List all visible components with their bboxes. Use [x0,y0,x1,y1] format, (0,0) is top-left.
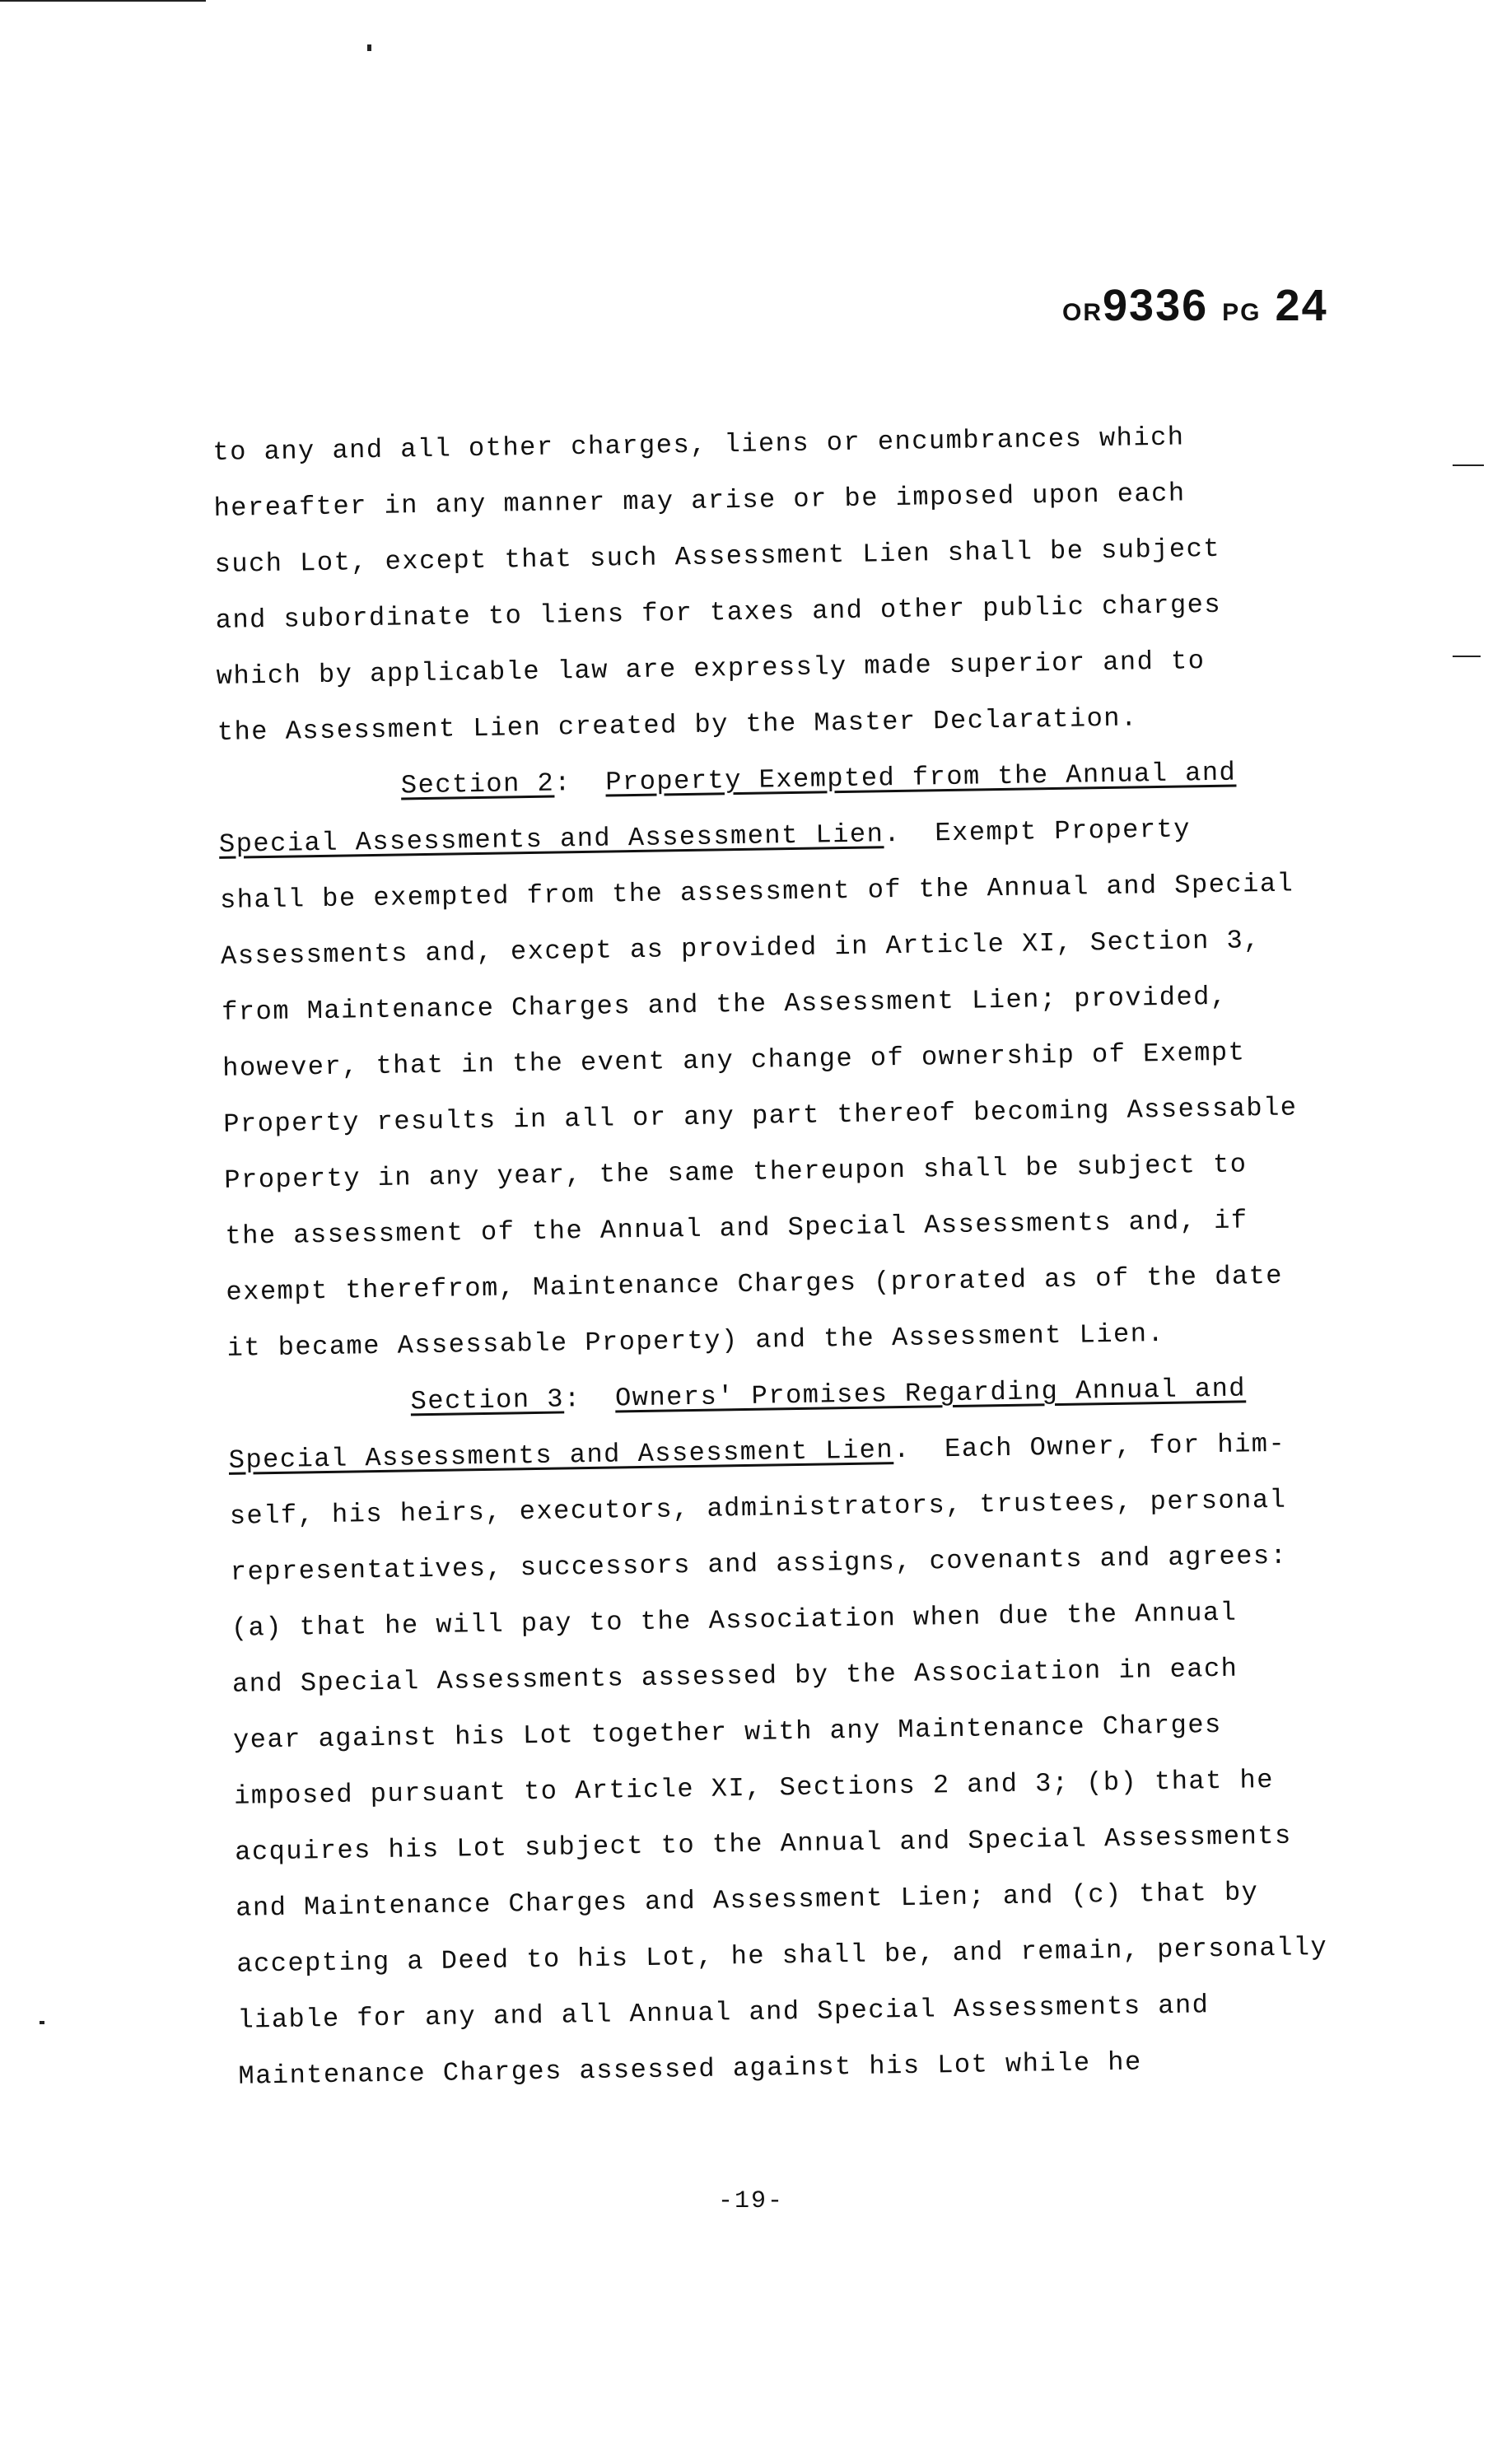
text-line: which by applicable law are expressly made superior and to [216,646,1206,692]
page-number: -19- [717,2187,784,2215]
text-fragment: Exempt Property [935,814,1192,849]
section-3-heading-line: Section 3: Owners' Promises Regarding Annual and [410,1373,1247,1417]
text-line: to any and all other charges, liens or encumbrances which [212,422,1185,468]
section-3-title-line-2: Special Assessments and Assessment Lien. Each Owner, for him- [228,1428,1286,1476]
section-2-title-line-2: Special Assessments and Assessment Lien. Exempt Property [218,814,1192,860]
text-line: Maintenance Charges assessed against his Lot while he [238,2046,1142,2092]
text-line: year against his Lot together with any Maintenance Charges [232,1709,1223,1756]
section-3-title: Owners' Promises Regarding Annual and [614,1373,1247,1414]
text-line: accepting a Deed to his Lot, he shall be, and remain, personally [236,1931,1328,1980]
text-line: however, that in the event any change of ownership of Exempt [222,1037,1246,1084]
section-2-title-cont: Special Assessments and Assessment Lien [218,819,884,860]
book-number: 9336 [1103,281,1209,330]
document-body [212,406,1425,2104]
text-line: and subordinate to liens for taxes and other public charges [215,589,1222,636]
text-line: imposed pursuant to Article XI, Sections 2 and 3; (b) that he [233,1764,1275,1812]
text-line: Assessments and, except as provided in Article XI, Section 3, [220,925,1262,972]
page-label: PG [1222,299,1262,326]
section-2-label: Section 2 [400,768,555,801]
text-line: liable for any and all Annual and Special Assessments and [237,1990,1210,2036]
text-fragment: Each Owner, for him- [944,1428,1286,1465]
text-line: it became Assessable Property) and the Assessment Lien. [226,1318,1165,1364]
top-left-rule [0,0,206,2]
text-line: self, his heirs, executors, administrators, trustees, personal [229,1484,1287,1532]
text-line: representatives, successors and assigns, covenants and agrees: [230,1540,1288,1588]
right-margin-dash [1453,464,1484,466]
section-3-title-cont: Special Assessments and Assessment Lien [228,1435,894,1476]
text-line: (a) that he will pay to the Association when due the Annual [231,1597,1238,1644]
text-line: the Assessment Lien created by the Master Declaration. [217,702,1138,748]
text-line: Property results in all or any part thereof becoming Assessable [223,1092,1298,1140]
text-line: the assessment of the Annual and Special Assessments and, if [225,1205,1248,1252]
right-margin-dash [1453,656,1481,657]
section-2-title: Property Exempted from the Annual and [605,757,1237,798]
text-line: shall be exempted from the assessment of the Annual and Special [219,868,1294,916]
text-line: Property in any year, the same thereupon shall be subject to [224,1149,1248,1196]
section-2-heading-line: Section 2: Property Exempted from the Annual and [400,757,1237,801]
book-ref-prefix: OR [1062,299,1103,326]
text-line: from Maintenance Charges and the Assessment Lien; provided, [221,981,1228,1028]
text-line: such Lot, except that such Assessment Lien shall be subject [214,533,1221,580]
section-3-label: Section 3 [410,1384,565,1417]
text-line: acquires his Lot subject to the Annual and Special Assessments [234,1820,1292,1868]
text-line: hereafter in any manner may arise or be imposed upon each [213,478,1186,524]
text-line: and Maintenance Charges and Assessment Lien; and (c) that by [236,1877,1259,1924]
page-reference: 24 [1275,281,1328,330]
book-page-reference [1062,280,1328,331]
scan-speck [367,44,371,51]
text-line: exempt therefrom, Maintenance Charges (prorated as of the date [226,1260,1284,1308]
left-margin-speck [40,2021,44,2024]
text-line: and Special Assessments assessed by the Association in each [231,1653,1238,1700]
